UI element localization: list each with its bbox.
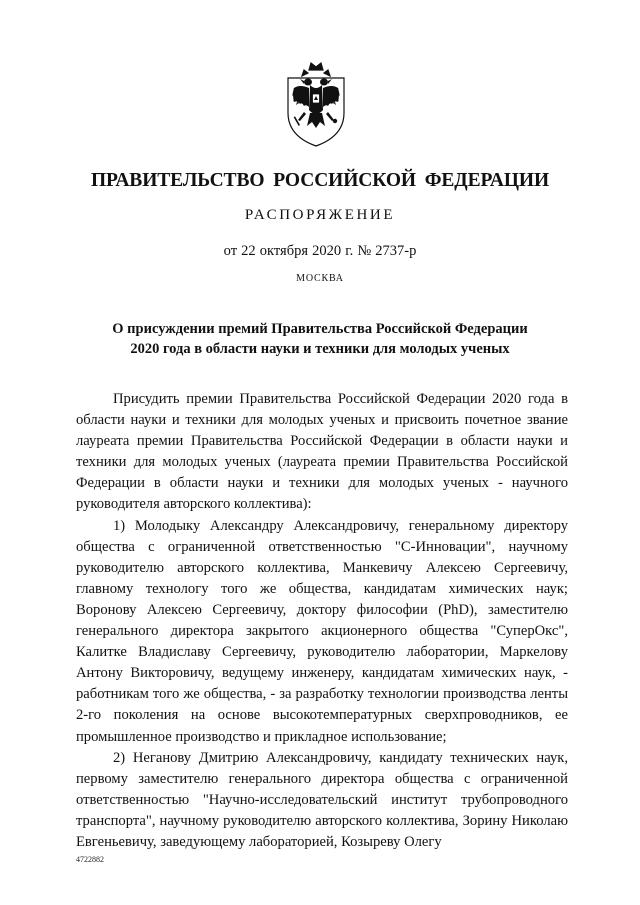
document-subject xyxy=(60,319,580,359)
subject-line-2: 2020 года в области науки и техники для молодых ученых xyxy=(130,341,510,357)
document-type: РАСПОРЯЖЕНИЕ xyxy=(244,207,396,223)
document-city: МОСКВА xyxy=(296,273,344,284)
footer-document-code: 4722882 xyxy=(76,855,104,864)
page-title: ПРАВИТЕЛЬСТВО РОССИЙСКОЙ ФЕДЕРАЦИИ xyxy=(90,170,550,191)
document-date-number: от 22 октября 2020 г. № 2737-р xyxy=(223,243,417,259)
subject-line-1: О присуждении премий Правительства Российской Федерации xyxy=(112,321,528,337)
body-paragraph: 2) Неганову Дмитрию Александровичу, кандидату технических наук, первому заместителю генерального директора общества с ограниченной ответственностью "Научно-исследовательский институт трубопроводного транспорта", научному руководителю авторского коллектива, Зорину Николаю Евгеньевичу, заведующему лабораторией, Козыреву Олегу xyxy=(76,749,568,850)
body-paragraph: Присудить премии Правительства Российской Федерации 2020 года в области науки и техники для молодых ученых и присвоить почетное звание лауреата премии Правительства Российской Федерации в области науки и техники для молодых ученых (лауреата премии Правительства Российской Федерации в области науки и техники для молодых ученых - научного руководителя авторского коллектива): xyxy=(76,391,568,513)
coat-of-arms-icon xyxy=(276,58,356,150)
body-paragraph: 1) Молодыку Александру Александровичу, генеральному директору общества с ограниченной ответственностью "С-Инновации", научному руководителю авторского коллектива, Манкевичу Алексею Сергеевичу, главному технологу того же общества, кандидатам химических наук; Воронову Алексею Сергеевичу, доктору философии (PhD), заместителю генерального директора закрытого акционерного общества "СуперОкс", Калитке Владиславу Сергеевичу, руководителю лаборатории, Маркелову Антону Викторовичу, ведущему инженеру, кандидатам химических наук, - работникам того же общества, - за разработку технологии производства ленты 2-го поколения на основе высокотемпературных сверхпроводников, ее промышленное производство и прикладное использование; xyxy=(76,517,568,745)
document-body xyxy=(76,389,568,853)
